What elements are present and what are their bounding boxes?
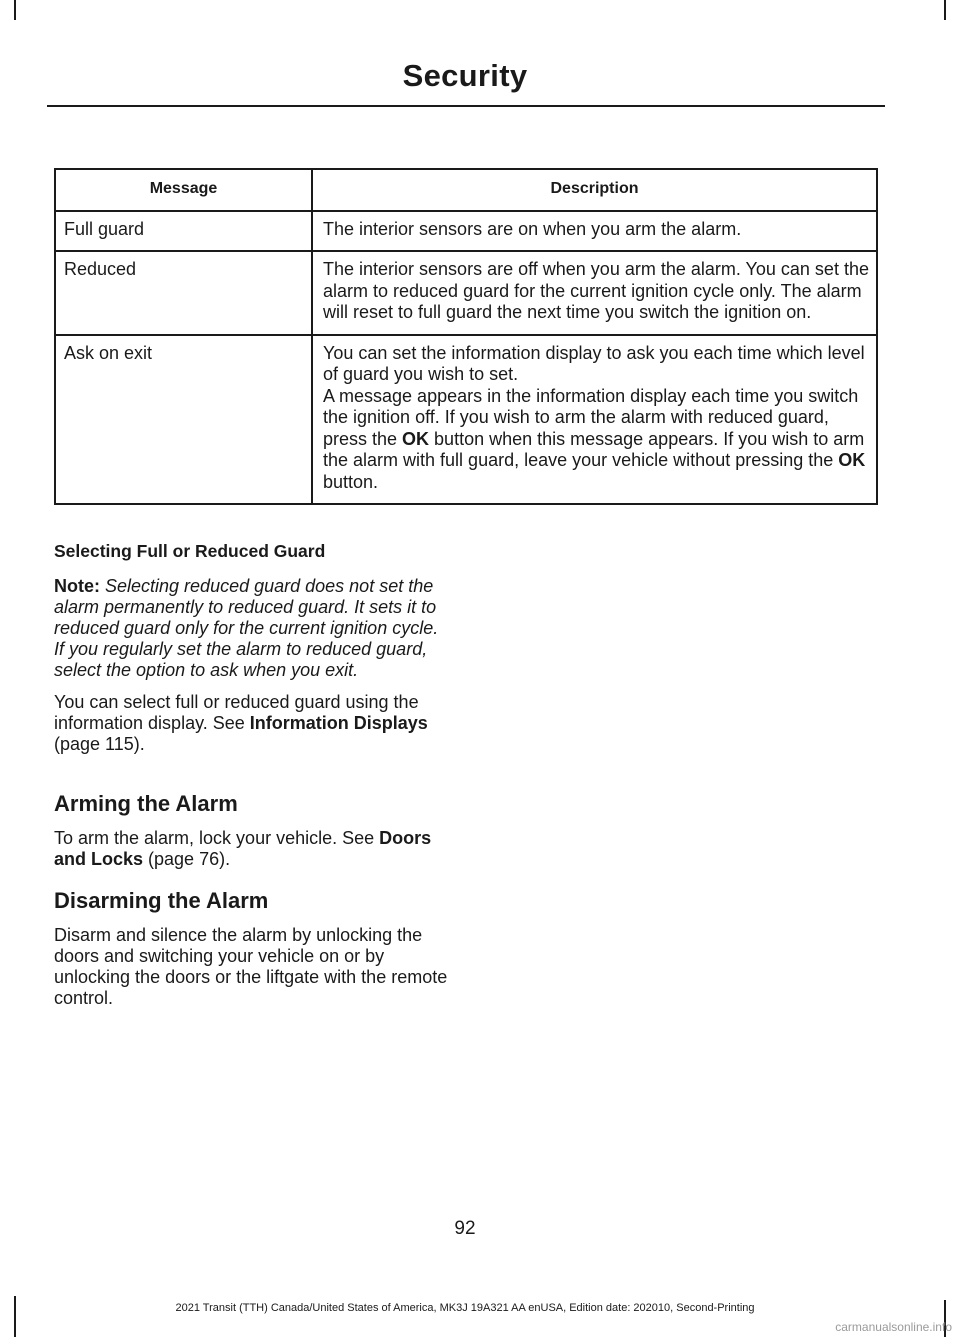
table-header-row: [55, 169, 877, 211]
note-paragraph: [54, 576, 448, 681]
note-text: Selecting reduced guard does not set the alarm permanently to reduced guard. It sets it to reduced guard only for the current ignition cycle. If you regularly set the alarm to reduced guard, select the option to ask when you exit.: [54, 576, 439, 680]
disarming-paragraph: Disarm and silence the alarm by unlocking the doors and switching your vehicle on or by unlocking the doors or the liftgate with the remote control.: [54, 925, 448, 1008]
text-span: You can select full or reduced guard using the information display. See: [54, 692, 419, 733]
cell-description: The interior sensors are off when you arm the alarm. You can set the alarm to reduced guard for the current ignition cycle only. The alarm will reset to full guard the next time you switch the ignition on.: [312, 251, 877, 335]
header-message: Message: [55, 169, 312, 211]
selecting-section: [54, 541, 448, 755]
page-number: 92: [454, 1218, 476, 1239]
text-span: button when this message appears. If you wish to arm the alarm with full guard, leave your vehicle without pressing the: [323, 428, 865, 470]
crop-mark-top-left: [14, 0, 16, 20]
cell-message: Ask on exit: [55, 335, 312, 505]
footer-edition-info: 2021 Transit (TTH) Canada/United States of America, MK3J 19A321 AA enUSA, Edition date: 202010, Second-Printing: [175, 1302, 755, 1314]
page-title: Security: [402, 58, 528, 93]
table-row: [55, 335, 877, 505]
selecting-heading: Selecting Full or Reduced Guard: [54, 541, 326, 561]
note-label: Note:: [54, 576, 100, 596]
text-span: To arm the alarm, lock your vehicle. See: [54, 828, 380, 848]
arming-heading: Arming the Alarm: [54, 791, 238, 816]
cell-message: Full guard: [55, 211, 312, 252]
xref-doors-and-locks[interactable]: Doors and Locks: [54, 828, 432, 869]
selecting-paragraph: [54, 692, 448, 755]
header-description: Description: [312, 169, 877, 211]
arming-paragraph: [54, 828, 448, 870]
crop-mark-top-right: [944, 0, 946, 20]
title-divider: [47, 105, 885, 107]
ok-button-label: OK: [402, 428, 430, 449]
description-line: You can set the information display to ask you each time which level of guard you wish to set.: [323, 342, 865, 384]
page-reference: (page 76).: [143, 849, 231, 869]
cell-description: The interior sensors are on when you arm the alarm.: [312, 211, 877, 252]
watermark: carmanualsonline.info: [835, 1320, 952, 1334]
cell-description: [312, 335, 877, 505]
message-table: [54, 168, 878, 505]
table-row: [55, 251, 877, 335]
page-reference: (page 115).: [54, 734, 145, 754]
text-span: A message appears in the information display each time you switch the ignition off. If you wish to arm the alarm with reduced guard, press the: [323, 385, 859, 449]
disarming-section: [54, 890, 448, 1009]
ok-button-label: OK: [838, 450, 866, 470]
table-row: [55, 211, 877, 252]
cell-message: Reduced: [55, 251, 312, 335]
disarming-heading: Disarming the Alarm: [54, 888, 269, 913]
text-span: button.: [323, 471, 379, 492]
description-line: [323, 386, 872, 494]
xref-information-displays[interactable]: Information Displays: [249, 713, 428, 733]
arming-section: [54, 793, 448, 870]
